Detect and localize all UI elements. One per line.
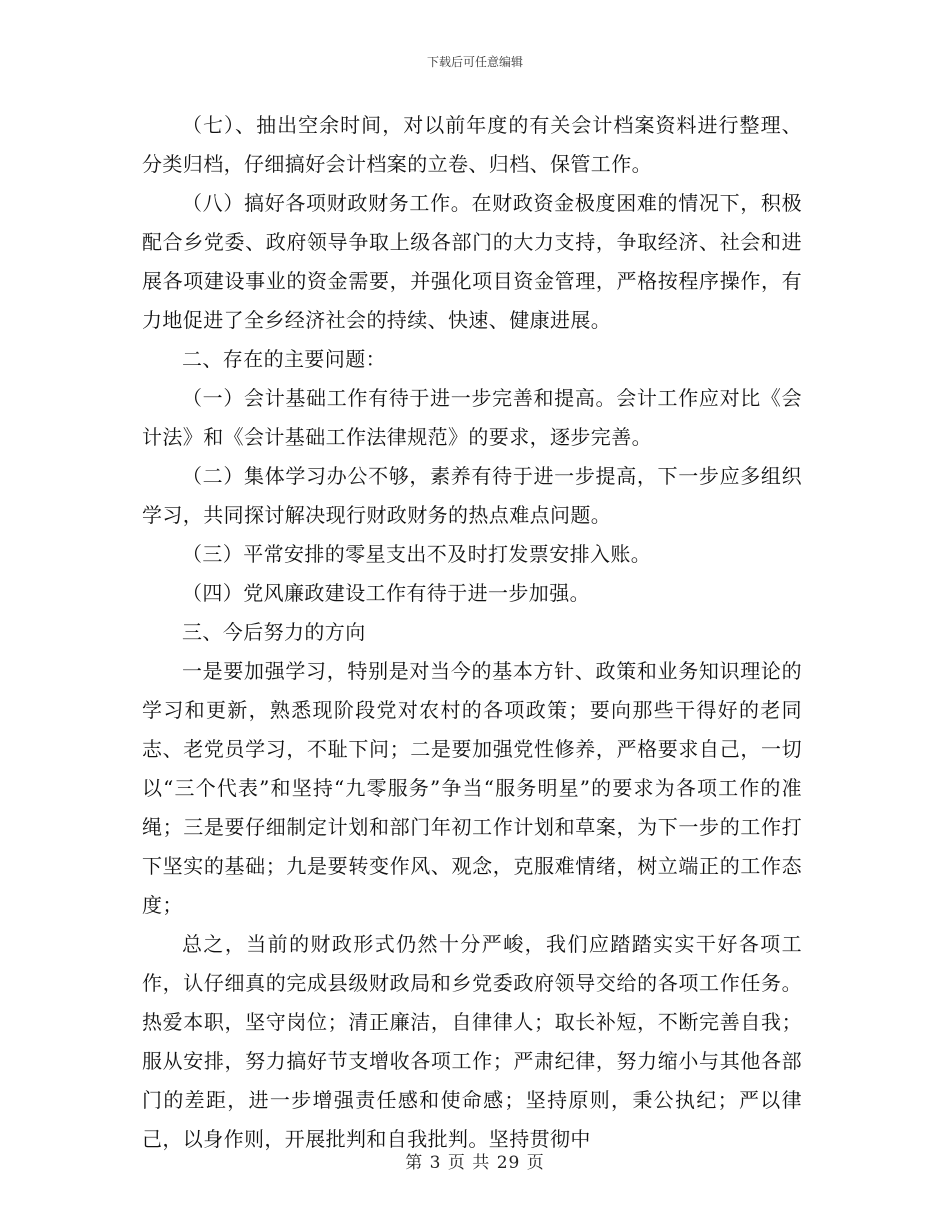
problem-item-1: （一）会计基础工作有待于进一步完善和提高。会计工作应对比《会计法》和《会计基础工作法律规范》的要求，逐步完善。	[142, 386, 802, 449]
problem-item-4: （四）党风廉政建设工作有待于进一步加强。	[182, 581, 590, 605]
direction-paragraph: 一是要加强学习，特别是对当今的基本方针、政策和业务知识理论的学习和更新，熟悉现阶段党对农村的各项政策；要向那些干得好的老同志、老党员学习，不耻下问；二是要加强党性修养，严格要求自己，一切以“三个代表”和坚持“九零服务”争当“服务明星”的要求为各项工作的准绳；三是要仔细制定计划和部门年初工作计划和草案，为下一步的工作打下坚实的基础；九是要转变作风、观念，克服难情绪，树立端正的工作态度；	[142, 659, 802, 917]
section-heading-problems: 二、存在的主要问题：	[182, 347, 386, 371]
paragraph-8: （八）搞好各项财政财务工作。在财政资金极度困难的情况下，积极配合乡党委、政府领导争取上级各部门的大力支持，争取经济、社会和进展各项建设事业的资金需要，并强化项目资金管理，严格按程序操作，有力地促进了全乡经济社会的持续、快速、健康进展。	[142, 191, 802, 332]
problem-item-2: （二）集体学习办公不够，素养有待于进一步提高，下一步应多组织学习，共同探讨解决现行财政财务的热点难点问题。	[142, 464, 802, 527]
page-number: 第 3 页 共 29 页	[405, 1153, 545, 1173]
problem-item-3: （三）平常安排的零星支出不及时打发票安排入账。	[182, 542, 652, 566]
summary-paragraph: 总之，当前的财政形式仍然十分严峻，我们应踏踏实实干好各项工作，认仔细真的完成县级财政局和乡党委政府领导交给的各项工作任务。热爱本职，坚守岗位；清正廉洁，自律律人；取长补短，不断完善自我；服从安排，努力搞好节支增收各项工作；严肃纪律，努力缩小与其他各部门的差距，进一步增强责任感和使命感；坚持原则，秉公执纪；严以律己，以身作则，开展批判和自我批判。坚持贯彻中	[142, 932, 802, 1151]
paragraph-7: （七）、抽出空余时间，对以前年度的有关会计档案资料进行整理、分类归档，仔细搞好会计档案的立卷、归档、保管工作。	[142, 113, 802, 176]
document-body	[142, 106, 802, 1159]
page-header: 下载后可任意编辑	[426, 55, 523, 69]
section-heading-direction: 三、今后努力的方向	[182, 620, 366, 644]
